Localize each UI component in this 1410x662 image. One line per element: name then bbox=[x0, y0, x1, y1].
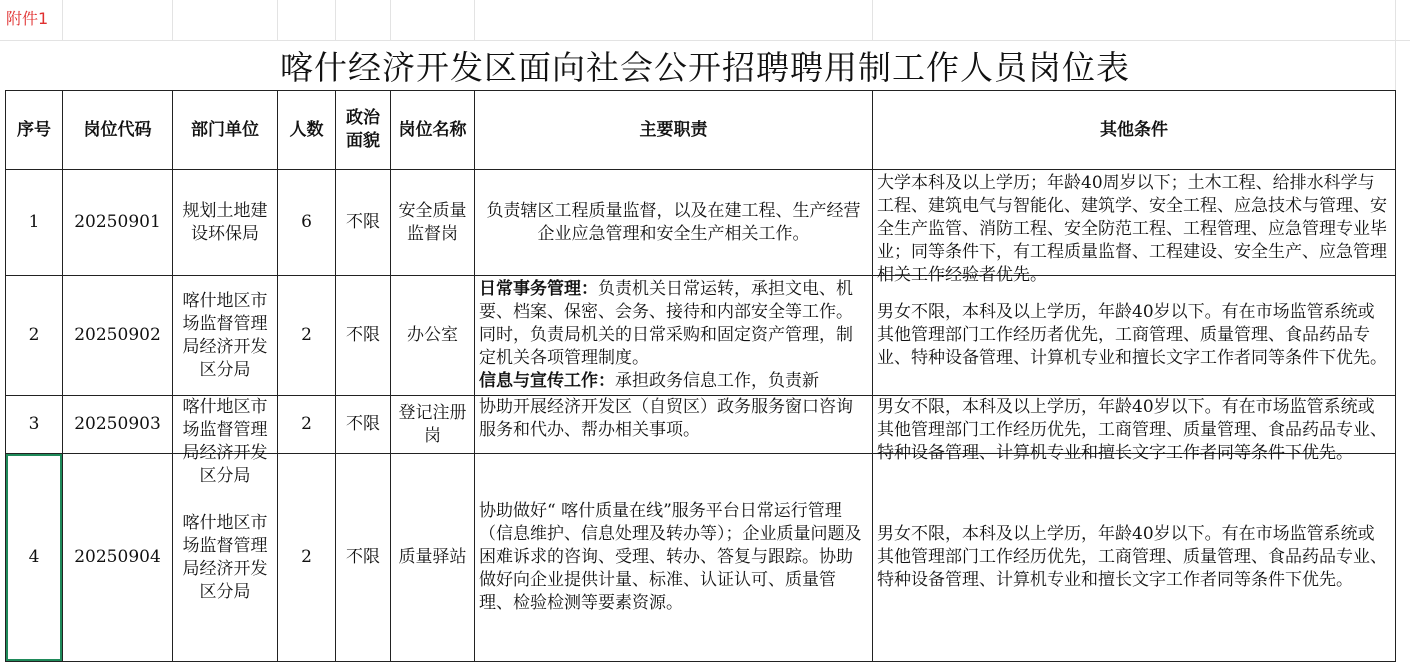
cell-code[interactable]: 20250901 bbox=[63, 170, 173, 276]
cell-duties[interactable] bbox=[475, 276, 873, 396]
cell-duties[interactable]: 协助做好“ 喀什质量在线”服务平台日常运行管理（信息维护、信息处理及转办等）；企业质量问题及困难诉求的咨询、受理、转办、答复与跟踪。协助做好向企业提供计量、标准、认证认可、质量管理、检验检测等要素资源。 bbox=[475, 454, 873, 662]
duties-heading: 日常事务管理： bbox=[479, 279, 598, 299]
header-seq[interactable]: 序号 bbox=[6, 91, 63, 170]
cell-seq[interactable]: 2 bbox=[6, 276, 63, 396]
header-dept[interactable]: 部门单位 bbox=[173, 91, 278, 170]
cell-conditions[interactable] bbox=[873, 396, 1396, 463]
table-row bbox=[6, 276, 1396, 396]
cell-dept[interactable]: 喀什地区市场监督管理局经济开发区分局 bbox=[173, 454, 278, 662]
cell-politics[interactable]: 不限 bbox=[336, 396, 391, 454]
cell-count[interactable]: 2 bbox=[278, 396, 336, 454]
cell-duties[interactable]: 负责辖区工程质量监督，以及在建工程、生产经营企业应急管理和安全生产相关工作。 bbox=[475, 170, 873, 276]
table-row bbox=[6, 396, 1396, 454]
duties-text: 承担政务信息工作，负责新 bbox=[615, 371, 819, 391]
duties-text: 协助开展经济开发区（自贸区）政务服务窗口咨询服务和代办、帮办相关事项。 bbox=[479, 397, 853, 440]
duties-heading: 信息与宣传工作： bbox=[479, 371, 615, 391]
cell-position[interactable]: 登记注册岗 bbox=[391, 396, 475, 454]
cell-dept[interactable]: 喀什地区市场监督管理局经济开发区分局 bbox=[173, 276, 278, 396]
cell-politics[interactable]: 不限 bbox=[336, 454, 391, 662]
cell-conditions[interactable]: 男女不限，本科及以上学历，年龄40岁以下。有在市场监管系统或其他管理部门工作经历者优先，工商管理、质量管理、食品药品专业、特种设备管理、计算机专业和擅长文字工作者同等条件下优先。 bbox=[873, 276, 1396, 396]
cell-code[interactable]: 20250904 bbox=[63, 454, 173, 662]
cell-count[interactable]: 6 bbox=[278, 170, 336, 276]
cell-conditions[interactable] bbox=[873, 170, 1396, 285]
conditions-text: 大学本科及以上学历；年龄40周岁以下；土木工程、给排水科学与工程、建筑电气与智能化、建筑学、安全工程、应急技术与管理、安全生产监管、消防工程、安全防范工程、工程管理、应急管理专业毕业；同等条件下，有工程质量监督、工程建设、安全生产、应急管理相关工作经验者优先。 bbox=[877, 173, 1387, 285]
cell-code[interactable]: 20250902 bbox=[63, 276, 173, 396]
cell-seq-selected[interactable]: 4 bbox=[6, 454, 63, 662]
cell-conditions[interactable]: 男女不限，本科及以上学历，年龄40岁以下。有在市场监管系统或其他管理部门工作经历优先，工商管理、质量管理、食品药品专业、特种设备管理、计算机专业和擅长文字工作者同等条件下优先。 bbox=[873, 454, 1396, 662]
duties-text: 负责机关日常运转，承担文电、机要、档案、保密、会务、接待和内部安全等工作。同时，负责局机关的日常采购和固定资产管理，制定机关各项管理制度。 bbox=[479, 279, 853, 368]
cell-count[interactable]: 2 bbox=[278, 454, 336, 662]
page-title[interactable]: 喀什经济开发区面向社会公开招聘聘用制工作人员岗位表 bbox=[280, 48, 1130, 87]
header-politics[interactable]: 政治面貌 bbox=[336, 91, 391, 170]
cell-seq[interactable]: 1 bbox=[6, 170, 63, 276]
cell-code[interactable]: 20250903 bbox=[63, 396, 173, 454]
cell-politics[interactable]: 不限 bbox=[336, 276, 391, 396]
header-count[interactable]: 人数 bbox=[278, 91, 336, 170]
cell-position[interactable]: 安全质量监督岗 bbox=[391, 170, 475, 276]
header-conditions[interactable]: 其他条件 bbox=[873, 91, 1396, 170]
cell-position[interactable]: 质量驿站 bbox=[391, 454, 475, 662]
cell-position[interactable]: 办公室 bbox=[391, 276, 475, 396]
cell-dept[interactable]: 规划土地建设环保局 bbox=[173, 170, 278, 276]
cell-dept[interactable] bbox=[173, 396, 278, 486]
dept-text: 喀什地区市场监督管理局经济开发区分局 bbox=[182, 397, 268, 486]
conditions-text: 男女不限，本科及以上学历，年龄40岁以下。有在市场监管系统或其他管理部门工作经历优先，工商管理、质量管理、食品药品专业、特种设备管理、计算机专业和擅长文字工作者同等条件下优先。 bbox=[877, 397, 1387, 463]
positions-table bbox=[5, 90, 1396, 662]
cell-duties[interactable] bbox=[475, 396, 873, 454]
header-row bbox=[6, 91, 1396, 170]
table-row bbox=[6, 170, 1396, 276]
header-code[interactable]: 岗位代码 bbox=[63, 91, 173, 170]
header-position[interactable]: 岗位名称 bbox=[391, 91, 475, 170]
cell-seq[interactable]: 3 bbox=[6, 396, 63, 454]
header-duties[interactable]: 主要职责 bbox=[475, 91, 873, 170]
attachment-label[interactable]: 附件1 bbox=[6, 9, 49, 28]
cell-count[interactable]: 2 bbox=[278, 276, 336, 396]
cell-politics[interactable]: 不限 bbox=[336, 170, 391, 276]
